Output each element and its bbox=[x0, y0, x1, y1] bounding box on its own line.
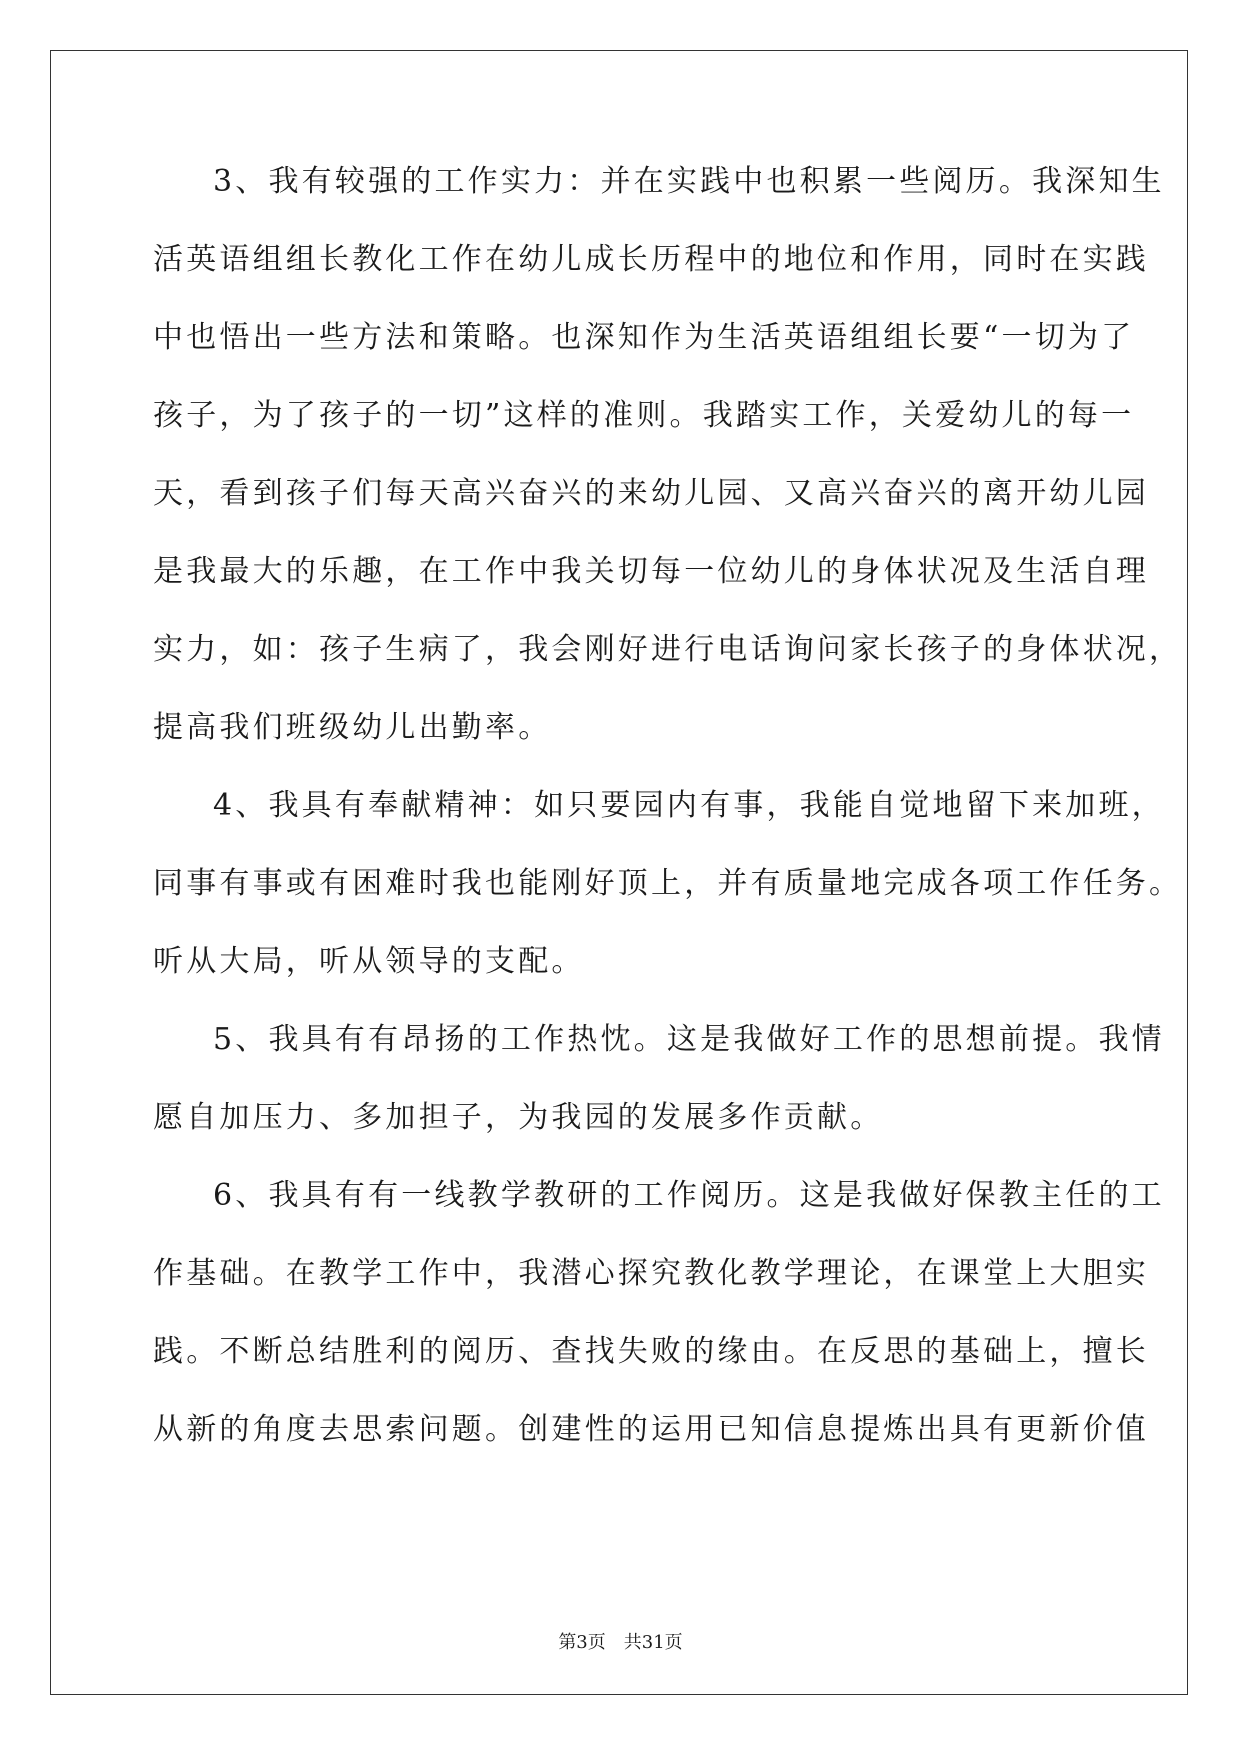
page-number: 第3页 bbox=[558, 1632, 606, 1653]
text-line: 愿自加压力、多加担子，为我园的发展多作贡献。 bbox=[153, 1100, 884, 1135]
paragraph-5 bbox=[153, 1020, 1165, 1176]
text-line: 孩子，为了孩子的一切”这样的准则。我踏实工作，关爱幼儿的每一 bbox=[153, 398, 1135, 433]
text-line: 提高我们班级幼儿出勤率。 bbox=[153, 710, 552, 745]
text-line: 是我最大的乐趣，在工作中我关切每一位幼儿的身体状况及生活自理 bbox=[153, 554, 1149, 589]
text-line: 天，看到孩子们每天高兴奋兴的来幼儿园、又高兴奋兴的离开幼儿园 bbox=[153, 476, 1149, 511]
paragraph-4 bbox=[153, 786, 1183, 1020]
text-line: 6、我具有有一线教学教研的工作阅历。这是我做好保教主任的工 bbox=[213, 1178, 1165, 1213]
text-line: 活英语组组长教化工作在幼儿成长历程中的地位和作用，同时在实践 bbox=[153, 242, 1149, 277]
text-line: 3、我有较强的工作实力：并在实践中也积累一些阅历。我深知生 bbox=[213, 164, 1165, 199]
text-line: 实力，如：孩子生病了，我会刚好进行电话询问家长孩子的身体状况， bbox=[153, 632, 1183, 667]
text-line: 5、我具有有昂扬的工作热忱。这是我做好工作的思想前提。我情 bbox=[213, 1022, 1165, 1057]
text-line: 同事有事或有困难时我也能刚好顶上，并有质量地完成各项工作任务。 bbox=[153, 866, 1183, 901]
text-line: 中也悟出一些方法和策略。也深知作为生活英语组组长要“一切为了 bbox=[153, 320, 1135, 355]
page-total: 共31页 bbox=[623, 1632, 683, 1653]
text-line: 从新的角度去思索问题。创建性的运用已知信息提炼出具有更新价值 bbox=[153, 1412, 1149, 1447]
paragraph-6 bbox=[153, 1176, 1165, 1488]
page-footer bbox=[0, 1628, 1241, 1654]
text-line: 4、我具有奉献精神：如只要园内有事，我能自觉地留下来加班， bbox=[213, 788, 1165, 823]
text-line: 听从大局，听从领导的支配。 bbox=[153, 944, 585, 979]
text-line: 践。不断总结胜利的阅历、查找失败的缘由。在反思的基础上，擅长 bbox=[153, 1334, 1149, 1369]
text-line: 作基础。在教学工作中，我潜心探究教化教学理论，在课堂上大胆实 bbox=[153, 1256, 1149, 1291]
paragraph-3 bbox=[153, 162, 1183, 786]
document-body bbox=[153, 162, 1183, 1488]
